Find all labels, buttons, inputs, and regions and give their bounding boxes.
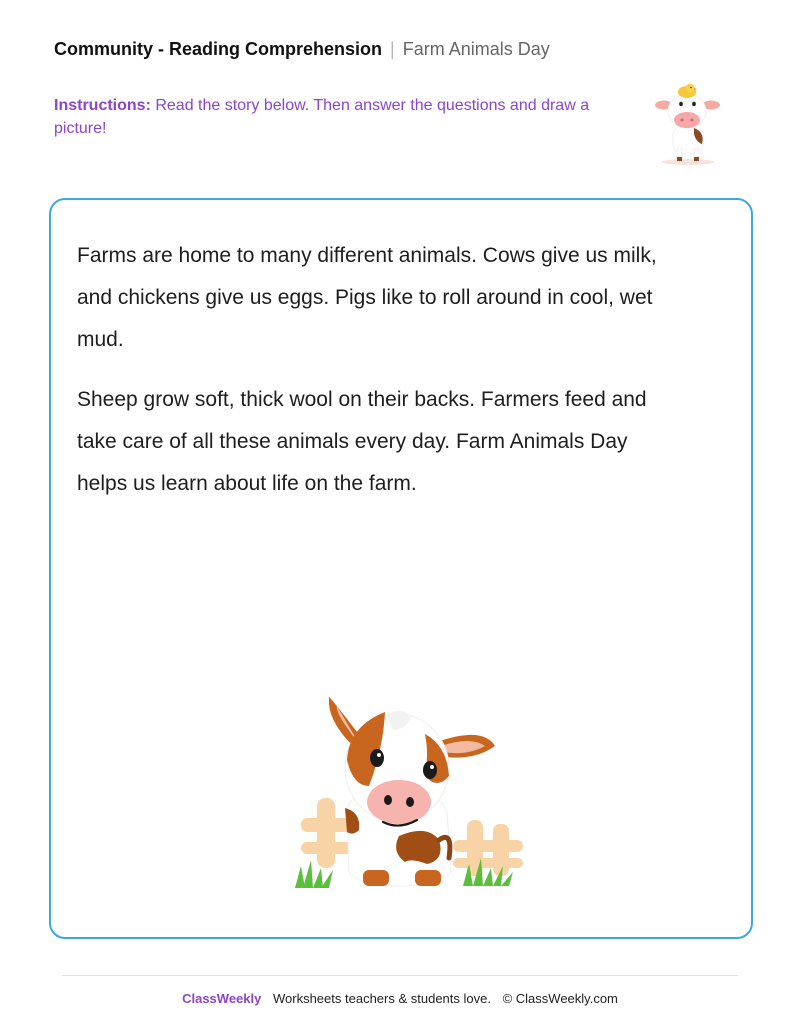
fence-icon: [453, 820, 523, 876]
cow-with-fence-icon: [287, 690, 527, 892]
instructions-label: Instructions:: [54, 97, 151, 114]
footer-brand: ClassWeekly: [182, 991, 262, 1006]
instructions: [54, 94, 614, 140]
instructions-text: Read the story below. Then answer the questions and draw a picture!: [54, 97, 590, 137]
footer: [0, 990, 800, 1008]
footer-tagline: Worksheets teachers & students love.: [272, 991, 491, 1006]
story-paragraph: Sheep grow soft, thick wool on their backs. Farmers feed and take care of all these animals every day. Farm Animals Day helps us learn about life on the farm.: [77, 388, 647, 495]
footer-divider: [62, 975, 738, 976]
title-separator: |: [390, 39, 395, 59]
page-title: [54, 38, 550, 60]
footer-copyright: © ClassWeekly.com: [502, 991, 618, 1006]
story-paragraph: Farms are home to many different animals. Cows give us milk, and chickens give us eggs. Pigs like to roll around in cool, wet mud.: [77, 244, 657, 351]
cow-with-chick-icon: [650, 82, 722, 166]
worksheet-subtitle: Farm Animals Day: [402, 39, 550, 59]
worksheet-title: Community - Reading Comprehension: [54, 39, 383, 59]
